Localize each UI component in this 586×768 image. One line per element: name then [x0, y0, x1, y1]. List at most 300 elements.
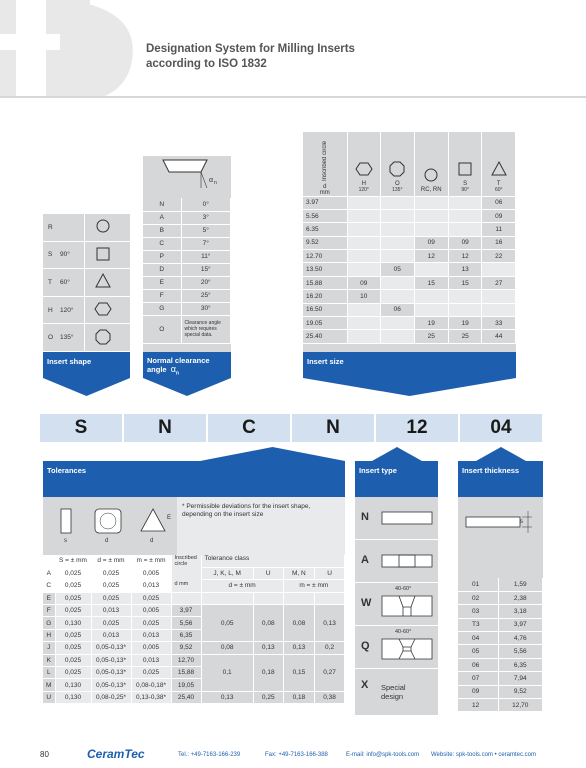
footer-fax: Fax: +49-7163-166-388 [265, 752, 328, 758]
thickness-code: 03 [458, 605, 498, 618]
tol-m: 0,025 [131, 592, 171, 604]
tol-d: 0,025 [91, 617, 131, 629]
size-code [347, 250, 381, 263]
tol-class-value: 0,13 [283, 642, 314, 654]
tol-row [43, 605, 345, 617]
circle-icon [421, 181, 441, 187]
tolerances-header: Tolerances [43, 461, 345, 497]
size-row [303, 276, 516, 289]
tol-s: 0,025 [55, 567, 91, 579]
tol-dval: 19,05 [171, 679, 201, 691]
tol-m: 0,005 [131, 567, 171, 579]
size-code [414, 196, 448, 209]
svg-text:E: E [167, 515, 172, 521]
clearance-header [143, 352, 231, 378]
size-row [303, 209, 516, 222]
tol-s: 0,025 [55, 642, 91, 654]
insert-shape-table [43, 214, 130, 352]
tol-dval: 6,35 [171, 629, 201, 641]
size-col-code: RC, RN [420, 186, 442, 193]
shape-code: O [48, 334, 54, 342]
hole-insert-icon [381, 554, 433, 568]
tol-dval: 9,52 [171, 642, 201, 654]
size-code: 13 [448, 263, 482, 276]
tol-m: 0,013 [131, 580, 171, 592]
size-code [347, 263, 381, 276]
tol-d: 0,08-0,25* [91, 691, 131, 703]
size-code: 19 [414, 317, 448, 330]
triangle-icon [489, 175, 509, 181]
clearance-row [143, 263, 231, 276]
size-code [381, 209, 415, 222]
tol-shape-code: L [43, 667, 55, 679]
insert-type-arrow [372, 447, 422, 461]
size-diameter: 16.20 [303, 290, 347, 303]
tol-s: 0,025 [55, 580, 91, 592]
svg-text:α: α [209, 177, 214, 184]
size-col-code: H [361, 180, 366, 187]
tol-blank [43, 555, 55, 567]
shape-code: R [48, 223, 53, 231]
tol-m: 0,13-0,38* [131, 691, 171, 703]
tol-row [43, 691, 345, 703]
thickness-row [458, 591, 543, 604]
size-code [414, 290, 448, 303]
brand-logo: CeramTec [87, 747, 145, 761]
clearance-angle: 25° [181, 289, 231, 302]
tol-s: 0,025 [55, 654, 91, 666]
size-row [303, 196, 516, 209]
clearance-code: N [143, 198, 181, 211]
insert-size-arrow [303, 378, 516, 396]
thickness-code: 07 [458, 672, 498, 685]
size-code [381, 236, 415, 249]
clearance-angle: 11° [181, 250, 231, 263]
size-col-header [482, 132, 516, 196]
size-col-deg: 90° [461, 186, 469, 193]
tol-d: 0,05-0,13* [91, 667, 131, 679]
size-code: 19 [448, 317, 482, 330]
tol-d: 0,025 [91, 592, 131, 604]
tol-header-row [43, 555, 345, 567]
shape-angle: 120° [60, 306, 74, 314]
size-col-code: T [496, 180, 501, 187]
clearance-row [143, 250, 231, 263]
thickness-row [458, 632, 543, 645]
shape-angle: 90° [60, 251, 70, 259]
tol-class-label: M, N [283, 567, 314, 579]
size-code [482, 303, 516, 316]
special-design-line1: Special [381, 683, 406, 692]
tol-class-value: 0,18 [253, 654, 283, 691]
insert-type-row-a [355, 540, 438, 583]
tolerances-arrow [200, 447, 345, 461]
thickness-table [458, 578, 543, 712]
shape-row [43, 297, 130, 325]
thickness-icon [458, 497, 543, 578]
tol-shape-code: G [43, 617, 55, 629]
size-diameter: 9.52 [303, 236, 347, 249]
tol-shape-code: A [43, 567, 55, 579]
clearance-row [143, 198, 231, 211]
thickness-row [458, 672, 543, 685]
size-row [303, 236, 516, 249]
size-code [347, 330, 381, 343]
alpha-sub: n [175, 370, 179, 377]
tol-class-label: J, K, L, M [201, 567, 253, 579]
size-code [347, 223, 381, 236]
tol-head-inscribed [171, 555, 201, 592]
octagon-icon [387, 175, 407, 181]
shape-row [43, 214, 130, 242]
tol-s: 0,025 [55, 667, 91, 679]
tol-m: 0,005 [131, 605, 171, 617]
shape-angle: 60° [60, 278, 70, 286]
tol-dval: 12,70 [171, 654, 201, 666]
tol-class-value: 0,08 [253, 605, 283, 642]
clearance-row [143, 289, 231, 302]
thickness-code: T3 [458, 618, 498, 631]
size-col-header [414, 132, 448, 196]
tol-class-label: U [253, 567, 283, 579]
size-code [381, 223, 415, 236]
type-code-x: X [361, 679, 369, 691]
size-col-deg: 135° [392, 186, 403, 193]
insert-type-row-q [355, 626, 438, 669]
insert-shape-arrow [43, 378, 130, 396]
tol-shape-code: F [43, 605, 55, 617]
thickness-value: 4,76 [498, 632, 543, 645]
insert-size-header: Insert size [303, 352, 516, 378]
size-code: 05 [381, 263, 415, 276]
thickness-value: 3,97 [498, 618, 543, 631]
size-row [303, 250, 516, 263]
tol-d: 0,05-0,13* [91, 642, 131, 654]
footer-email[interactable]: E-mail: info@spk-tools.com [346, 752, 420, 758]
tol-row [43, 592, 345, 604]
title-line-1: Designation System for Milling Inserts [146, 43, 355, 55]
thickness-value: 9,52 [498, 685, 543, 698]
clearance-code: C [143, 237, 181, 250]
tol-d: 0,013 [91, 605, 131, 617]
tol-s: 0,025 [55, 592, 91, 604]
tol-s: 0,025 [55, 605, 91, 617]
thickness-row [458, 605, 543, 618]
plain-insert-icon [381, 511, 433, 525]
size-code: 22 [482, 250, 516, 263]
tolerance-note: * Permissible deviations for the insert shape, depending on the insert size [177, 497, 345, 555]
size-col-deg: 120° [358, 186, 369, 193]
tol-s: 0,130 [55, 679, 91, 691]
type-code-n: N [361, 511, 369, 523]
size-diameter: 3.97 [303, 196, 347, 209]
size-code: 06 [381, 303, 415, 316]
tol-shape-code: M [43, 679, 55, 691]
tol-shape-code: K [43, 654, 55, 666]
header-logo [0, 0, 140, 98]
shape-code: S [48, 251, 53, 259]
thickness-row [458, 699, 543, 712]
size-code [448, 303, 482, 316]
tol-class-value: 0,08 [283, 605, 314, 642]
clearance-code: F [143, 289, 181, 302]
tol-m: 0,013 [131, 654, 171, 666]
tol-d: 0,013 [91, 629, 131, 641]
footer-website[interactable]: Website: spk-tools.com • ceramtec.com [431, 752, 537, 758]
clearance-row [143, 276, 231, 289]
d-label: d [323, 183, 327, 190]
thickness-diagram [458, 497, 543, 578]
tol-class-value: 0,18 [283, 691, 314, 703]
clearance-angle: 30° [181, 302, 231, 315]
clearance-table [143, 198, 231, 352]
tol-dval-blank [171, 592, 201, 604]
type-code-q: Q [361, 640, 370, 652]
shape-row [43, 242, 130, 270]
title-line-2: according to ISO 1832 [146, 58, 267, 70]
special-design-line2: design [381, 692, 404, 701]
svg-text:d: d [150, 538, 154, 544]
clearance-row [143, 224, 231, 237]
countersink-one-side-icon [381, 595, 433, 617]
tol-class-value: 0,13 [315, 605, 345, 642]
size-code [414, 223, 448, 236]
size-col-code: O [394, 180, 400, 187]
tol-shape-code: J [43, 642, 55, 654]
svg-text:s: s [64, 538, 67, 544]
inscribed-circle-label: Inscribed circle [321, 141, 328, 182]
insert-shape-header: Insert shape [43, 352, 130, 378]
thickness-value: 12,70 [498, 699, 543, 712]
tol-class-value: 0,08 [201, 642, 253, 654]
size-code: 33 [482, 317, 516, 330]
size-code: 25 [448, 330, 482, 343]
clearance-code: E [143, 276, 181, 289]
thickness-code: 06 [458, 658, 498, 671]
size-code [448, 223, 482, 236]
tol-row [43, 654, 345, 666]
insert-type-row-n [355, 497, 438, 540]
clearance-angle: 5° [181, 224, 231, 237]
tol-shape-code: H [43, 629, 55, 641]
size-code [448, 196, 482, 209]
thickness-code: 12 [458, 699, 498, 712]
size-code: 09 [482, 209, 516, 222]
size-diameter: 12.70 [303, 250, 347, 263]
square-icon [455, 175, 475, 181]
thickness-row [458, 645, 543, 658]
tol-d: 0,05-0,13* [91, 654, 131, 666]
size-code [381, 330, 415, 343]
footer-tel: Tel.: +49-7163-166-239 [178, 752, 241, 758]
thickness-row [458, 685, 543, 698]
tol-d: 0,05-0,13* [91, 679, 131, 691]
clearance-row [143, 211, 231, 224]
tol-head-s: S = ± mm [55, 555, 91, 567]
tol-unit-d: d = ± mm [201, 580, 283, 592]
type-q-angle: 40-60° [395, 629, 412, 635]
thickness-row [458, 658, 543, 671]
insert-thickness-header: Insert thickness [458, 461, 543, 497]
tol-class-blank [253, 592, 283, 604]
tol-s: 0,130 [55, 617, 91, 629]
clearance-angle: 15° [181, 263, 231, 276]
size-code: 27 [482, 276, 516, 289]
size-code [414, 263, 448, 276]
code-cell-thickness: 04 [460, 414, 542, 442]
size-code: 06 [482, 196, 516, 209]
tol-class-blank [283, 592, 314, 604]
thickness-row [458, 578, 543, 591]
tol-m: 0,013 [131, 629, 171, 641]
thickness-code: 09 [458, 685, 498, 698]
tol-class-value: 0,38 [315, 691, 345, 703]
code-cell-type: N [292, 414, 374, 442]
clearance-row [143, 315, 231, 343]
tol-m: 0,025 [131, 667, 171, 679]
clearance-label: Normal clearance angle [147, 356, 210, 374]
size-code [414, 303, 448, 316]
type-w-angle: 40-60° [395, 586, 412, 592]
size-diameter: 16.50 [303, 303, 347, 316]
clearance-angle: Clearance angle which requires special data. [181, 315, 231, 343]
clearance-row [143, 302, 231, 315]
size-diameter: 13.50 [303, 263, 347, 276]
tol-shape-code: E [43, 592, 55, 604]
clearance-angle: 7° [181, 237, 231, 250]
thickness-row [458, 618, 543, 631]
size-col-code: S [463, 180, 468, 187]
triangle-icon [93, 271, 113, 293]
tol-dval: 15,88 [171, 667, 201, 679]
size-code: 44 [482, 330, 516, 343]
tol-class-value: 0,27 [315, 654, 345, 691]
clearance-code: A [143, 211, 181, 224]
square-icon [93, 244, 113, 266]
clearance-code: G [143, 302, 181, 315]
tol-class-value: 0,1 [201, 654, 253, 691]
size-code [482, 263, 516, 276]
thickness-code: 01 [458, 578, 498, 591]
insert-type-header: Insert type [355, 461, 438, 497]
shape-angle: 135° [60, 334, 74, 342]
size-row [303, 317, 516, 330]
tolerance-diagram [43, 497, 177, 555]
shape-code: T [48, 278, 52, 286]
clearance-angle: 20° [181, 276, 231, 289]
clearance-arrow [143, 378, 231, 396]
size-diameter: 6.35 [303, 223, 347, 236]
size-code: 10 [347, 290, 381, 303]
tol-dval: 25,40 [171, 691, 201, 703]
size-row [303, 330, 516, 343]
thickness-code: 05 [458, 645, 498, 658]
tol-dval: 3,97 [171, 605, 201, 617]
size-code: 15 [448, 276, 482, 289]
size-code [381, 250, 415, 263]
tol-unit-m: m = ± mm [283, 580, 344, 592]
clearance-code: D [143, 263, 181, 276]
svg-text:n: n [214, 180, 217, 186]
size-code [347, 317, 381, 330]
size-code [448, 290, 482, 303]
size-diameter: 25.40 [303, 330, 347, 343]
type-code-w: W [361, 597, 372, 609]
tol-head-m: m = ± mm [131, 555, 171, 567]
size-col-deg: 60° [494, 186, 503, 193]
size-code [381, 276, 415, 289]
insert-size-table [303, 132, 516, 352]
size-code [381, 196, 415, 209]
code-cell-shape: S [40, 414, 122, 442]
thickness-value: 5,56 [498, 645, 543, 658]
size-col-header [347, 132, 381, 196]
clearance-angle: 0° [181, 198, 231, 211]
tol-m: 0,005 [131, 642, 171, 654]
size-code: 15 [414, 276, 448, 289]
tol-d: 0,025 [91, 567, 131, 579]
code-cell-clearance: N [124, 414, 206, 442]
size-diameter: 19.05 [303, 317, 347, 330]
clearance-angle-icon [143, 156, 231, 198]
size-col-header [448, 132, 482, 196]
tol-class-blank [201, 592, 253, 604]
tol-head-class: Tolerance class [201, 555, 345, 567]
size-code: 09 [347, 276, 381, 289]
mm-label: mm [319, 189, 330, 196]
octagon-icon [93, 327, 113, 349]
size-row [303, 290, 516, 303]
tol-m: 0,08-0,18* [131, 679, 171, 691]
clearance-row [143, 237, 231, 250]
insert-type-row-w [355, 583, 438, 626]
tol-shape-code: U [43, 691, 55, 703]
logo-graphic [0, 0, 140, 98]
insert-type-row-x [355, 669, 438, 714]
tolerance-table [43, 555, 345, 704]
size-code [414, 209, 448, 222]
size-code: 12 [414, 250, 448, 263]
size-code [347, 196, 381, 209]
circle-icon [93, 216, 113, 238]
clearance-code: O [143, 315, 181, 343]
size-code [347, 236, 381, 249]
header-rule [0, 96, 586, 98]
tolerance-shapes-icon [43, 497, 177, 555]
shape-row [43, 324, 130, 352]
size-diameter: 15.88 [303, 276, 347, 289]
tol-class-label: U [315, 567, 345, 579]
size-code: 09 [448, 236, 482, 249]
thickness-value: 3,18 [498, 605, 543, 618]
tol-shape-code: C [43, 580, 55, 592]
thickness-value: 6,35 [498, 658, 543, 671]
size-code: 09 [414, 236, 448, 249]
clearance-code: P [143, 250, 181, 263]
code-cell-tolerance: C [208, 414, 290, 442]
size-col-inscribed [303, 132, 347, 196]
size-header-row [303, 132, 516, 196]
size-code: 25 [414, 330, 448, 343]
size-code: 16 [482, 236, 516, 249]
size-col-header [381, 132, 415, 196]
clearance-angle: 3° [181, 211, 231, 224]
shape-row [43, 269, 130, 297]
insert-thickness-arrow [476, 447, 526, 461]
thickness-code: 04 [458, 632, 498, 645]
countersink-both-sides-icon [381, 638, 433, 660]
size-code [448, 209, 482, 222]
